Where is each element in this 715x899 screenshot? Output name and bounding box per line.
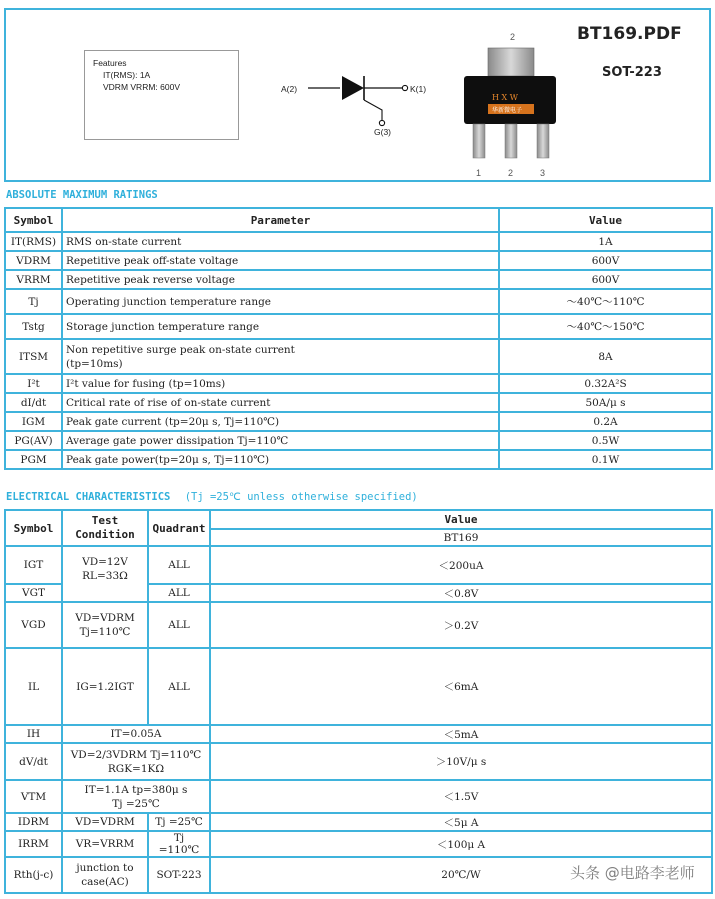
chip-marking: H X W [492, 93, 518, 102]
parameter-cell: Critical rate of rise of on-state current [62, 393, 499, 412]
value-cell: 0.32A²S [499, 374, 712, 393]
condition-line: VD=2/3VDRM Tj=110℃ [70, 748, 202, 761]
table-row [5, 251, 712, 270]
symbol-cell: PG(AV) [5, 431, 62, 450]
table-row [5, 374, 712, 393]
condition-line: VD=12V [82, 556, 128, 568]
pin-label: 1 [476, 168, 482, 178]
symbol-cell: IH [5, 725, 62, 743]
value-cell: ＜100μ A [210, 831, 712, 857]
features-title: Features [93, 58, 127, 68]
condition-cell [62, 743, 210, 780]
symbol-cell: dI/dt [5, 393, 62, 412]
features-box [84, 50, 239, 140]
table-row [5, 780, 712, 813]
feature-line: IT(RMS): 1A [103, 70, 151, 80]
anode-label: A(2) [281, 84, 298, 94]
symbol-cell: IGT [5, 546, 62, 584]
feature-line: VDRM VRRM: 600V [103, 82, 180, 92]
parameter-cell: Peak gate power(tp=20μ s, Tj=110℃) [62, 450, 499, 469]
part-number-cell: BT169 [210, 529, 712, 546]
table-header-row [5, 208, 712, 232]
col-header-value: Value [210, 510, 712, 529]
header-line: Condition [75, 528, 135, 541]
parameter-cell: I²t value for fusing (tp=10ms) [62, 374, 499, 393]
watermark: 头条 @电路李老师 [570, 864, 695, 882]
quadrant-cell: ALL [148, 584, 210, 602]
quadrant-cell: ALL [148, 648, 210, 725]
symbol-cell: Tj [5, 289, 62, 314]
symbol-cell: VGT [5, 584, 62, 602]
quadrant-cell: SOT-223 [148, 857, 210, 893]
quadrant-cell: ALL [148, 546, 210, 584]
condition-line: Tj=110℃ [79, 626, 131, 638]
table-row [5, 232, 712, 251]
value-cell: ＞10V/μ s [210, 743, 712, 780]
header-line: Test [91, 514, 119, 527]
chip-subtext: 华新微电子 [492, 107, 523, 114]
condition-line: VD=VDRM [75, 612, 135, 624]
pin-label: 2 [508, 168, 514, 178]
table-row [5, 431, 712, 450]
quadrant-cell: ALL [148, 602, 210, 648]
parameter-cell: Average gate power dissipation Tj=110℃ [62, 431, 499, 450]
value-cell: ～40℃～150℃ [499, 314, 712, 339]
condition-cell [62, 780, 210, 813]
parameter-cell: RMS on-state current [62, 232, 499, 251]
temperature-cell: Tj =25℃ [148, 813, 210, 831]
scr-symbol-icon [278, 68, 438, 138]
table-row [5, 725, 712, 743]
value-cell: ＜5mA [210, 725, 712, 743]
parameter-line: (tp=10ms) [66, 357, 123, 370]
value-cell: ＜1.5V [210, 780, 712, 813]
symbol-cell: Rth(j-c) [5, 857, 62, 893]
value-cell: ＜200uA [210, 546, 712, 584]
elec-char-table [4, 509, 713, 894]
table-row [5, 270, 712, 289]
value-cell: 600V [499, 251, 712, 270]
abs-max-table [4, 207, 713, 470]
header-panel [4, 8, 711, 182]
condition-line: IT=1.1A tp=380μ s [84, 783, 188, 796]
elec-char-condition: (Tj =25℃ unless otherwise specified) [184, 491, 418, 503]
table-row [5, 289, 712, 314]
table-row [5, 314, 712, 339]
parameter-cell: Repetitive peak reverse voltage [62, 270, 499, 289]
condition-cell: IT=0.05A [62, 725, 210, 743]
document-title: BT169.PDF [577, 24, 682, 44]
table-row [5, 602, 712, 648]
parameter-cell: Peak gate current (tp=20μ s, Tj=110℃) [62, 412, 499, 431]
symbol-cell: IDRM [5, 813, 62, 831]
condition-line: junction to [76, 862, 134, 874]
table-row [5, 546, 712, 584]
symbol-cell: VDRM [5, 251, 62, 270]
condition-cell [62, 546, 148, 602]
pin-label: 3 [540, 168, 546, 178]
symbol-cell: dV/dt [5, 743, 62, 780]
parameter-cell: Operating junction temperature range [62, 289, 499, 314]
col-header-symbol: Symbol [5, 208, 62, 232]
value-cell: 8A [499, 339, 712, 374]
parameter-cell: Storage junction temperature range [62, 314, 499, 339]
value-cell: ～40℃～110℃ [499, 289, 712, 314]
package-name: SOT-223 [602, 65, 662, 80]
condition-line: Tj =25℃ [112, 797, 160, 810]
value-cell: ＜6mA [210, 648, 712, 725]
condition-cell: VD=VDRM [62, 813, 148, 831]
parameter-line: Non repetitive surge peak on-state current [66, 343, 295, 356]
symbol-cell: VRRM [5, 270, 62, 289]
table-row [5, 831, 712, 857]
symbol-cell: ITSM [5, 339, 62, 374]
symbol-cell: VTM [5, 780, 62, 813]
value-cell: ＜5μ A [210, 813, 712, 831]
value-cell: 1A [499, 232, 712, 251]
condition-line: case(AC) [81, 876, 129, 888]
value-cell: 600V [499, 270, 712, 289]
table-row [5, 743, 712, 780]
col-header-value: Value [499, 208, 712, 232]
elec-char-title-text: ELECTRICAL CHARACTERISTICS [6, 491, 171, 503]
symbol-cell: Tstg [5, 314, 62, 339]
symbol-cell: I²t [5, 374, 62, 393]
value-cell: 20℃/W [210, 857, 712, 893]
table-row [5, 339, 712, 374]
table-header-row [5, 510, 712, 529]
symbol-cell: IGM [5, 412, 62, 431]
value-cell: 0.1W [499, 450, 712, 469]
col-header-test-condition [62, 510, 148, 546]
table-row [5, 450, 712, 469]
condition-cell [62, 857, 148, 893]
symbol-cell: IL [5, 648, 62, 725]
table-row [5, 412, 712, 431]
parameter-cell: Repetitive peak off-state voltage [62, 251, 499, 270]
col-header-quadrant: Quadrant [148, 510, 210, 546]
condition-cell [62, 602, 148, 648]
value-cell: 0.5W [499, 431, 712, 450]
value-cell: ＞0.2V [210, 602, 712, 648]
symbol-cell: IT(RMS) [5, 232, 62, 251]
value-cell: 50A/μ s [499, 393, 712, 412]
table-row [5, 648, 712, 725]
value-cell: 0.2A [499, 412, 712, 431]
col-header-symbol: Symbol [5, 510, 62, 546]
symbol-cell: VGD [5, 602, 62, 648]
parameter-cell [62, 339, 499, 374]
temperature-cell: Tj =110℃ [148, 831, 210, 857]
elec-char-title [6, 491, 418, 503]
sot223-package-icon [454, 30, 564, 180]
table-row [5, 393, 712, 412]
symbol-cell: IRRM [5, 831, 62, 857]
condition-cell: VR=VRRM [62, 831, 148, 857]
cathode-label: K(1) [410, 84, 427, 94]
abs-max-title: ABSOLUTE MAXIMUM RATINGS [6, 189, 158, 201]
condition-line: RGK=1KΩ [107, 762, 165, 775]
symbol-cell: PGM [5, 450, 62, 469]
pin-top-label: 2 [510, 32, 516, 42]
condition-cell: IG=1.2IGT [62, 648, 148, 725]
value-cell: ＜0.8V [210, 584, 712, 602]
condition-line: RL=33Ω [82, 570, 128, 582]
table-row [5, 813, 712, 831]
col-header-parameter: Parameter [62, 208, 499, 232]
gate-label: G(3) [374, 127, 391, 137]
